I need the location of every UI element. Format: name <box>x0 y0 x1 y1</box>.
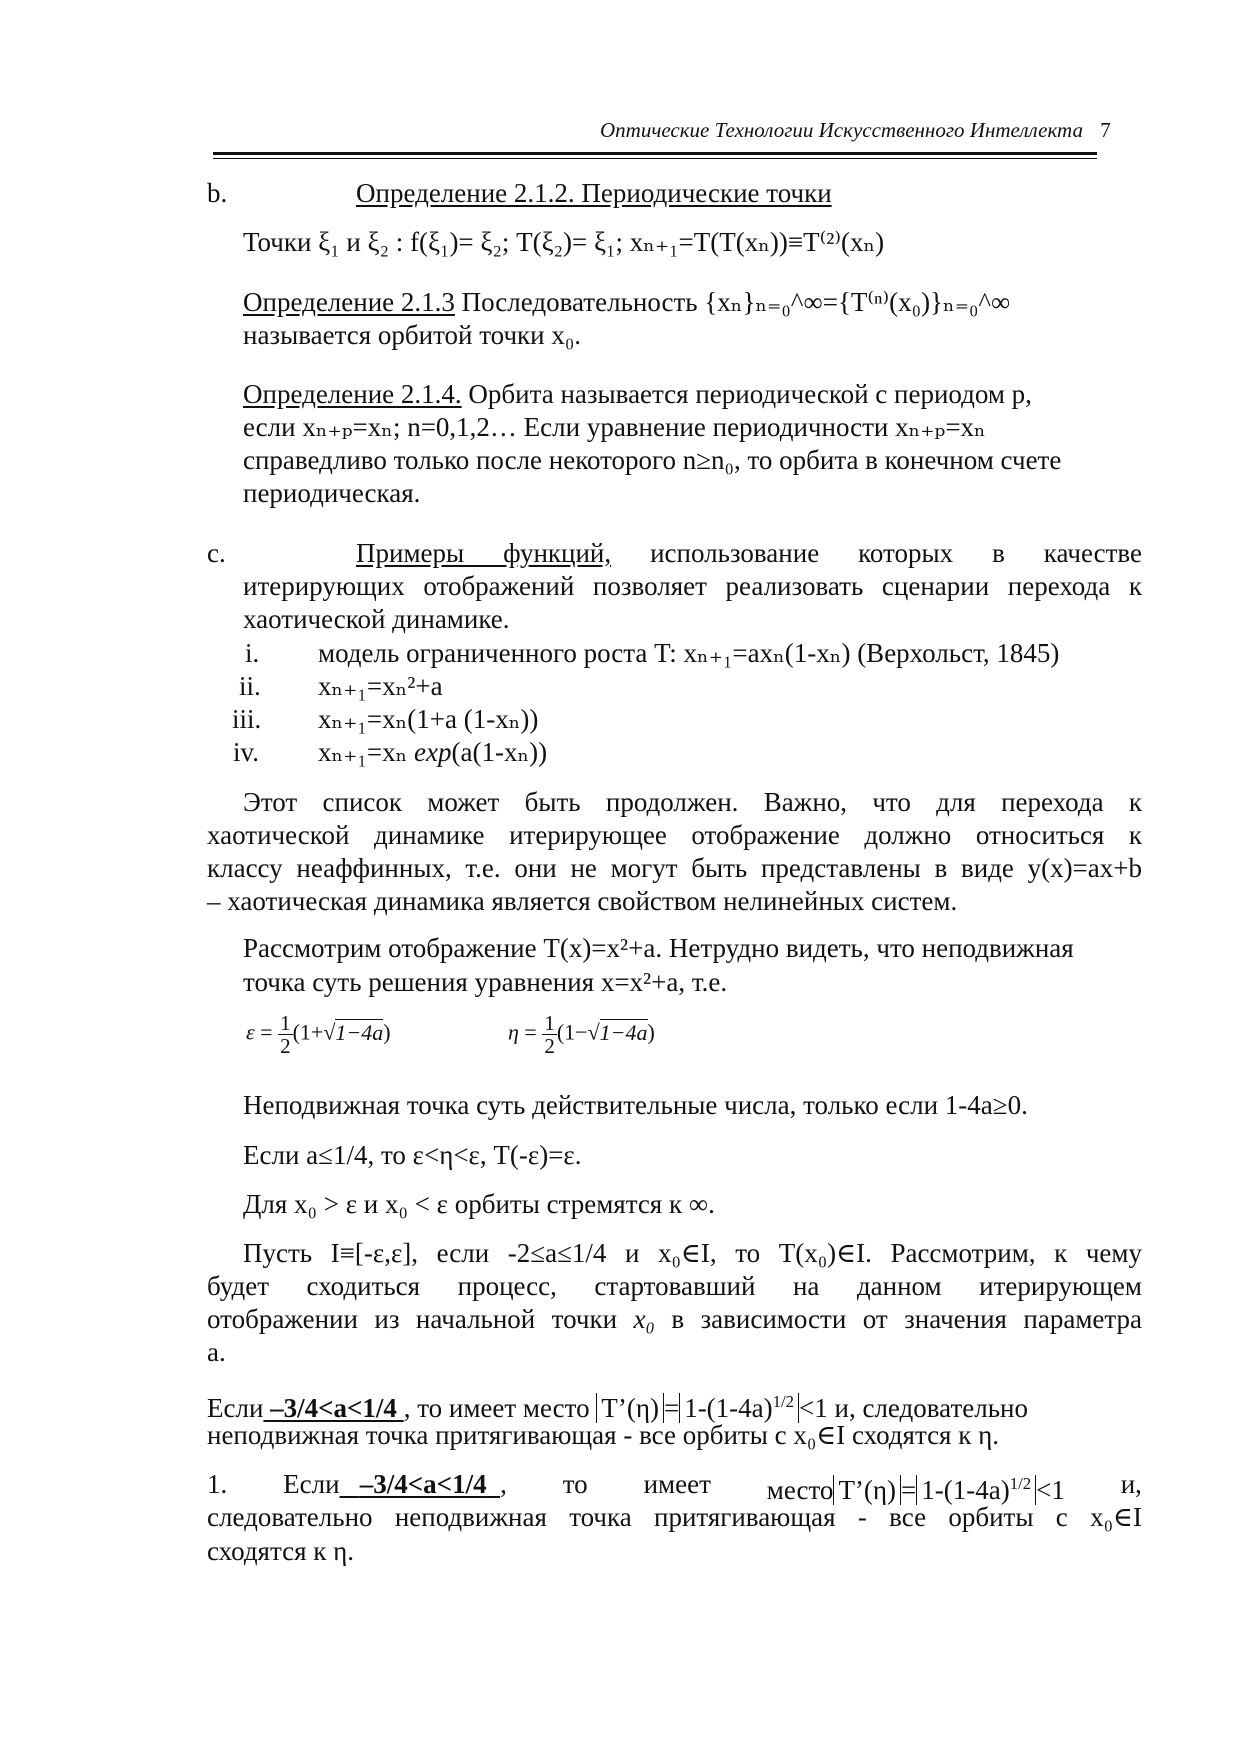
esli-word: Если <box>283 1469 340 1499</box>
para5-line2: следовательно неподвижная точка притягивающая - все орбиты с x₀∈I <box>207 1502 1142 1532</box>
list-item-num: iv. <box>233 737 259 767</box>
less-than-one: <1 <box>1036 1475 1065 1506</box>
abs-expression-text: 1-(1-4a) <box>921 1475 1010 1506</box>
equals-sign: = <box>524 1019 537 1045</box>
section-c-line3: хаотической динамике. <box>243 604 510 634</box>
running-header <box>600 118 1111 143</box>
half-fraction <box>278 1012 293 1057</box>
periodic-points-line: Точки ξ₁ и ξ₂ : f(ξ₁)= ξ₂; T(ξ₂)= ξ₁; xₙ₊₁=T(T(xₙ))≡T⁽²⁾(xₙ) <box>243 227 885 257</box>
equals-sign: = <box>663 1393 680 1424</box>
para4-mid: , то имеет место <box>403 1393 590 1424</box>
header-rule-thick <box>213 152 1097 155</box>
sqrt-sign: √ <box>323 1019 336 1045</box>
list-item-text-a: xₙ₊₁=xₙ <box>318 737 408 767</box>
fixed-point-condition: Неподвижная точка суть действительные числа, только если 1-4a≥0. <box>243 1090 1028 1120</box>
para3-line2: будет сходиться процесс, стартовавший на данном итерирующем <box>207 1271 1142 1301</box>
para5-line3: сходятся к η. <box>207 1536 354 1566</box>
list-item <box>318 735 547 769</box>
list-item-text-exp: exp <box>414 737 452 767</box>
para5-number: 1. <box>207 1469 228 1499</box>
def213-text: Последовательность {xₙ}ₙ₌₀^∞={T⁽ⁿ⁾(x₀)}ₙ₌₀^∞ <box>461 287 1011 317</box>
definition-214 <box>243 377 1032 411</box>
def214-line2: если xₙ₊ₚ=xₙ; n=0,1,2… Если уравнение периодичности xₙ₊ₚ=xₙ <box>243 412 986 442</box>
if-condition-line: Если a≤1/4, то ε<η<ε, T(-ε)=ε. <box>243 1140 582 1170</box>
x0-symbol: x₀ <box>633 1304 655 1334</box>
paren-close: ) <box>647 1019 655 1045</box>
section-c-marker: c. <box>207 538 226 568</box>
para1-line4: – хаотическая динамика является свойством нелинейных систем. <box>207 886 958 916</box>
definition-213 <box>243 285 1010 319</box>
list-item-num: iii. <box>232 704 262 734</box>
para2-line1: Рассмотрим отображение T(x)=x²+a. Нетрудно видеть, что неподвижная <box>243 933 1074 963</box>
list-item-num: ii. <box>239 671 261 701</box>
half-fraction <box>542 1012 557 1057</box>
esli-word: Если <box>207 1393 264 1424</box>
paren-open: (1+ <box>292 1019 324 1045</box>
para1-line1: Этот список может быть продолжен. Важно, что для перехода к <box>243 787 1142 817</box>
para1-line2: хаотической динамике итерирующее отображение должно относиться к <box>207 820 1142 850</box>
list-item: xₙ₊₁=xₙ(1+a (1-xₙ)) <box>318 704 539 734</box>
para5-imeet: имеет <box>643 1469 711 1499</box>
para4-rest: <1 и, следовательно <box>799 1393 1028 1424</box>
para4-line2: неподвижная точка притягивающая - все орбиты с x₀∈I сходятся к η. <box>207 1420 999 1450</box>
eta-symbol: η <box>508 1019 519 1045</box>
exponent: 1/2 <box>772 1392 795 1411</box>
formula-epsilon <box>246 1012 391 1057</box>
denominator: 2 <box>544 1034 555 1058</box>
page-number: 7 <box>1100 118 1111 142</box>
numerator: 1 <box>280 1011 291 1035</box>
equals-sign: = <box>260 1019 273 1045</box>
header-title: Оптические Технологии Искусственного Интеллекта <box>600 118 1083 142</box>
range-text: –3/4<a<1/4 <box>270 1393 397 1424</box>
exponent: 1/2 <box>1009 1474 1032 1493</box>
def214-line3: справедливо только после некоторого n≥n₀, то орбита в конечном счете <box>243 445 1062 475</box>
radicand: 1−4a <box>599 1019 648 1045</box>
sqrt-sign: √ <box>587 1019 600 1045</box>
abs-expression-text: 1-(1-4a) <box>684 1393 773 1424</box>
def214-line1: Орбита называется периодической с периодом p, <box>468 379 1032 409</box>
range-condition <box>340 1469 501 1499</box>
section-b-marker: b. <box>207 178 228 208</box>
section-b-heading: Определение 2.1.2. Периодические точки <box>356 178 832 208</box>
abs-derivative: T’(η) <box>596 1393 664 1423</box>
mesto-word: место <box>766 1475 834 1506</box>
section-c-line2: итерирующих отображений позволяет реализовать сценарии перехода к <box>243 571 1142 601</box>
orbits-line: Для x₀ > ε и x₀ < ε орбиты стремятся к ∞. <box>243 1189 715 1219</box>
section-c-line1 <box>356 536 1142 570</box>
para2-line2: точка суть решения уравнения x=x²+a, т.е. <box>243 967 728 997</box>
para3-line1: Пусть I≡[-ε,ε], если -2≤a≤1/4 и x₀∈I, то T(x₀)∈I. Рассмотрим, к чему <box>243 1238 1142 1268</box>
def213-label: Определение 2.1.3 <box>243 287 455 317</box>
denominator: 2 <box>280 1034 291 1058</box>
def214-label: Определение 2.1.4. <box>243 379 462 409</box>
abs-derivative: T’(η) <box>833 1475 901 1505</box>
para1-line3: классу неаффинных, т.е. они не могут быть представлены в виде y(x)=ax+b <box>207 853 1142 883</box>
list-item-text-c: (a(1-xₙ)) <box>451 737 548 767</box>
numerator: 1 <box>544 1011 555 1035</box>
section-c-line1-rest: использование которых в качестве <box>650 538 1142 568</box>
range-text: –3/4<a<1/4 <box>359 1469 487 1499</box>
radicand: 1−4a <box>335 1019 384 1045</box>
para3-line3 <box>207 1302 1142 1336</box>
para5-i: и, <box>1120 1469 1142 1499</box>
equals-sign: = <box>901 1475 917 1506</box>
def214-line4: периодическая. <box>243 478 421 508</box>
comma: , <box>500 1469 507 1499</box>
epsilon-symbol: ε <box>246 1019 255 1045</box>
para3-line3-a: отображении из начальной точки <box>207 1304 618 1334</box>
list-item: модель ограниченного роста T: xₙ₊₁=axₙ(1-xₙ) (Верхольст, 1845) <box>318 638 1060 668</box>
para3-line3-b: в зависимости от значения параметра <box>671 1304 1143 1334</box>
header-rule-thin <box>213 158 1097 159</box>
def213-continuation: называется орбитой точки x₀. <box>243 320 582 350</box>
list-item-num: i. <box>245 638 260 668</box>
paren-close: ) <box>383 1019 391 1045</box>
list-item: xₙ₊₁=xₙ²+a <box>318 671 443 701</box>
formula-eta <box>508 1012 655 1057</box>
para3-line4: a. <box>207 1337 226 1367</box>
section-c-heading: Примеры функций, <box>356 538 612 568</box>
paren-open: (1− <box>556 1019 588 1045</box>
para5-to: то <box>562 1469 588 1499</box>
